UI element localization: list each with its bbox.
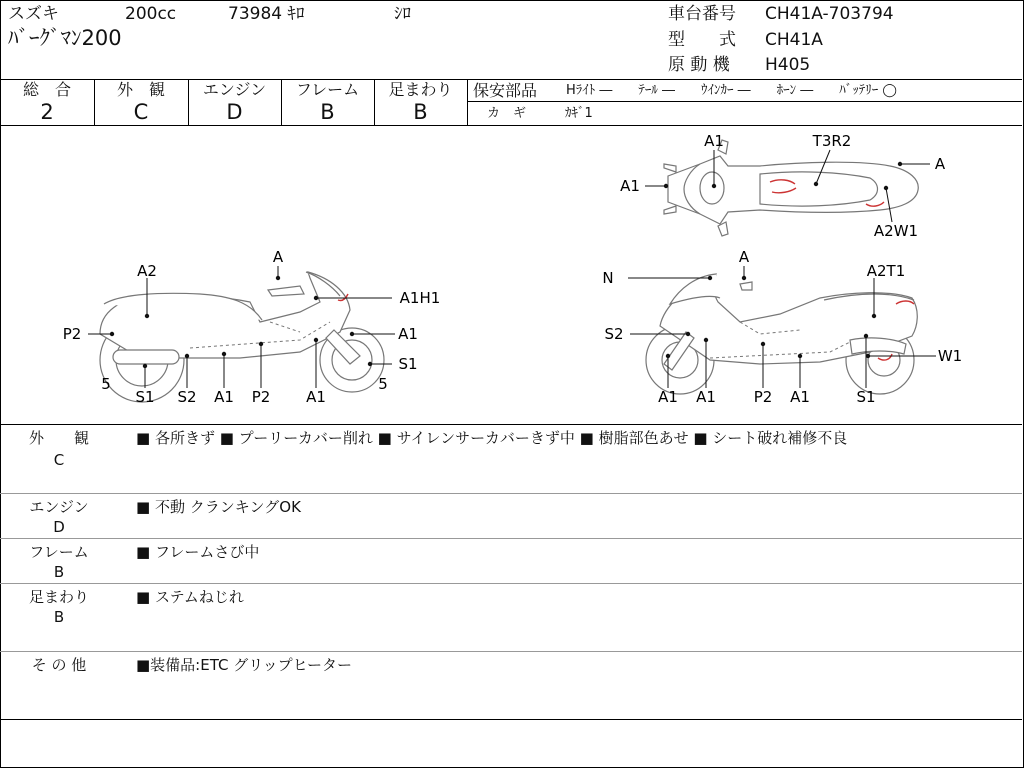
type-label: 型 式 — [668, 30, 736, 50]
maker: スズキ — [8, 4, 59, 24]
damage-code: S1 — [398, 355, 418, 373]
damage-code: W1 — [937, 347, 963, 365]
chassis-value: CH41A-703794 — [765, 4, 894, 24]
damage-code: A2 — [137, 262, 157, 280]
damage-code: T3R2 — [812, 132, 852, 150]
grade-suspension-value: B — [413, 100, 428, 124]
damage-code: A2W1 — [873, 222, 919, 240]
key-value: ｶｷﾞ1 — [565, 106, 593, 121]
divider — [0, 493, 1022, 494]
grade-frame-label: フレーム — [295, 80, 360, 99]
divider — [0, 651, 1022, 652]
damage-code: A1 — [398, 325, 418, 343]
note-grade: B — [53, 563, 65, 581]
note-text: ■ 不動 クランキングOK — [136, 498, 301, 516]
note-label: 外 観 — [28, 429, 89, 447]
damage-code: A — [934, 155, 946, 173]
divider — [0, 538, 1022, 539]
grade-engine-label: エンジン — [202, 80, 267, 99]
damage-code: S1 — [856, 388, 876, 406]
safety-title: 保安部品 — [473, 81, 538, 100]
grade-exterior-label: 外 観 — [116, 80, 165, 99]
damage-code: P2 — [753, 388, 773, 406]
type-value: CH41A — [765, 30, 823, 50]
note-exterior — [0, 427, 1022, 491]
model-name: ﾊﾞｰｸﾞﾏﾝ200 — [8, 26, 122, 50]
left-view — [100, 272, 384, 402]
divider — [467, 101, 1022, 102]
mileage: 73984 ｷﾛ — [228, 4, 305, 24]
note-frame — [0, 541, 1022, 581]
damage-code: A — [738, 248, 750, 266]
note-grade: D — [53, 518, 65, 536]
damage-code: P2 — [62, 325, 82, 343]
engine-model-value: H405 — [765, 55, 811, 75]
grade-frame-value: B — [320, 100, 335, 124]
damage-code: A1 — [214, 388, 234, 406]
damage-code: 5 — [378, 375, 388, 393]
divider — [0, 719, 1022, 720]
displacement: 200cc — [125, 4, 177, 24]
engine-model-label: 原 動 機 — [668, 55, 730, 75]
damage-code: A1 — [306, 388, 326, 406]
damage-code: A — [272, 248, 284, 266]
safety-items: Hﾗｲﾄ ― ﾃｰﾙ ― ｳｲﾝｶｰ ― ﾎｰﾝ ― ﾊﾞｯﾃﾘｰ ◯ — [566, 83, 897, 98]
note-label: フレーム — [29, 543, 89, 561]
damage-code: A1 — [704, 132, 724, 150]
note-engine — [0, 496, 1022, 536]
damage-code: S2 — [604, 325, 624, 343]
grade-exterior-value: C — [133, 100, 149, 124]
color: ｼﾛ — [394, 4, 411, 24]
damage-code: A1 — [658, 388, 678, 406]
damage-code: A1 — [620, 177, 640, 195]
damage-code: 5 — [101, 375, 111, 393]
damage-code: S2 — [177, 388, 197, 406]
note-label: 足まわり — [28, 588, 89, 606]
note-text: ■ 各所きず ■ プーリーカバー削れ ■ サイレンサーカバーきず中 ■ 樹脂部色あせ ■ シート破れ補修不良 — [136, 429, 848, 447]
grade-engine-value: D — [226, 100, 243, 124]
damage-code: A1 — [696, 388, 716, 406]
damage-code: A1H1 — [399, 289, 441, 307]
damage-code: P2 — [251, 388, 271, 406]
damage-code: A1 — [790, 388, 810, 406]
note-text: ■ ステムねじれ — [136, 588, 244, 606]
chassis-label: 車台番号 — [668, 4, 736, 24]
divider — [0, 424, 1022, 425]
divider — [0, 583, 1022, 584]
damage-code: N — [602, 269, 614, 287]
note-text: ■ フレームさび中 — [136, 543, 260, 561]
motorcycle-damage-diagram — [0, 126, 1022, 424]
note-text: ■装備品:ETC グリップヒーター — [136, 656, 353, 674]
note-suspension — [0, 586, 1022, 646]
grade-suspension-label: 足まわり — [388, 80, 453, 99]
key-label: カ ギ — [487, 106, 527, 121]
grade-overall-value: 2 — [40, 100, 54, 124]
divider — [467, 79, 468, 125]
note-other — [0, 654, 1022, 714]
note-grade: C — [53, 451, 65, 469]
grade-overall-label: 総 合 — [22, 80, 71, 99]
note-label: エンジン — [29, 498, 89, 516]
note-label: そ の 他 — [31, 656, 87, 674]
damage-code: A2T1 — [866, 262, 906, 280]
note-grade: B — [53, 608, 65, 626]
damage-code: S1 — [135, 388, 155, 406]
